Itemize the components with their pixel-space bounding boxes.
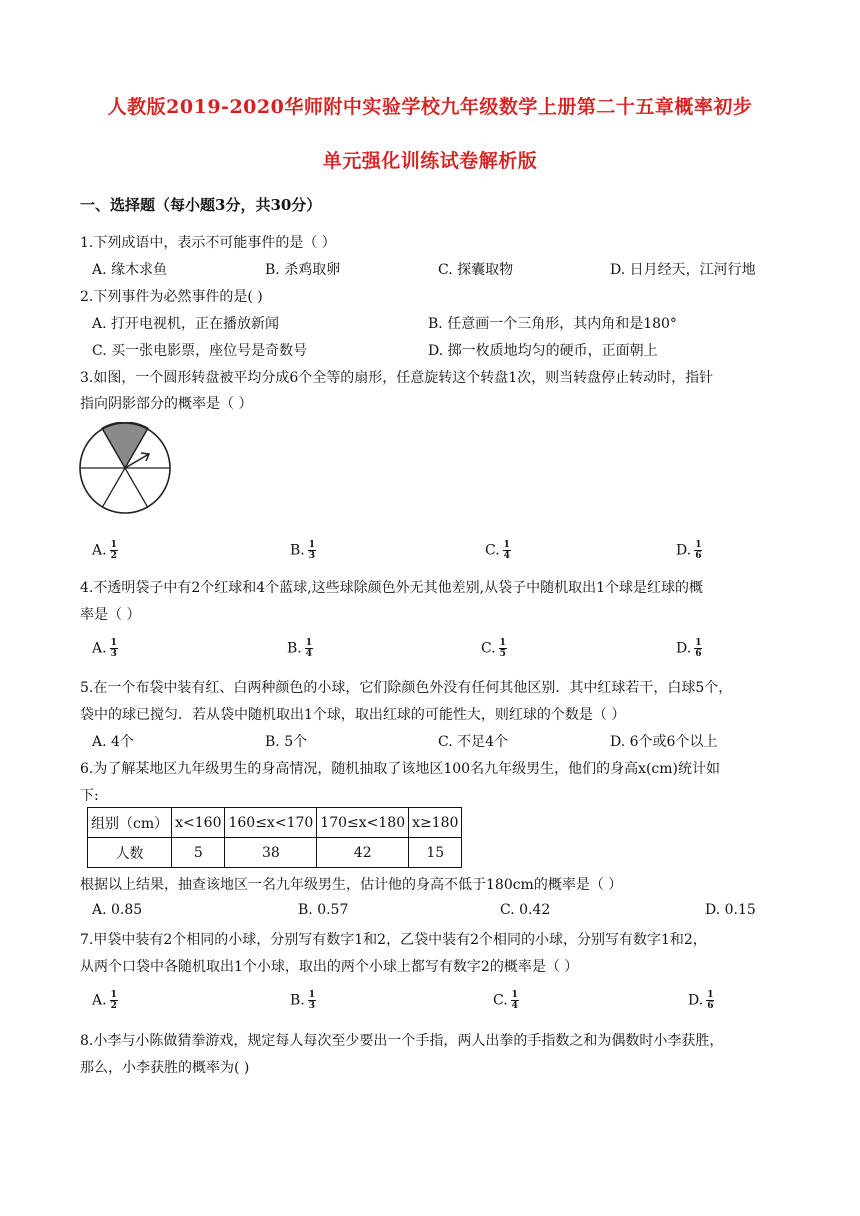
question-2-option-c: C. 买一张电影票，座位号是奇数号: [92, 343, 308, 359]
table-row: [88, 838, 462, 868]
question-5-stem-line-2: 袋中的球已搅匀．若从袋中随机取出1个球，取出红球的可能性大，则红球的个数是（ ）: [80, 707, 626, 723]
question-6-stem-line-2: 下:: [80, 788, 99, 804]
table-cell: 人数: [88, 838, 172, 868]
question-3-stem-line-1: 3.如图，一个圆形转盘被平均分成6个全等的扇形，任意旋转这个转盘1次，则当转盘停止转动时，指针: [80, 370, 714, 386]
question-7-stem-line-1: 7.甲袋中装有2个相同的小球，分别写有数字1和2，乙袋中装有2个相同的小球，分别写有数字1和2，: [80, 932, 707, 948]
question-2-option-b: B. 任意画一个三角形，其内角和是180°: [428, 316, 677, 332]
question-5-option-a: A. 4个: [92, 734, 134, 750]
table-cell: 160≤x<170: [225, 808, 317, 838]
question-6-question: 根据以上结果，抽查该地区一名九年级男生，估计他的身高不低于180cm的概率是（ ）: [80, 877, 623, 893]
question-3-option-a: A. $\frac{1}{2}$: [92, 540, 117, 561]
table-header-row: [88, 808, 462, 838]
question-4-stem-line-2: 率是（ ）: [80, 607, 141, 623]
shaded-sector: [102, 422, 148, 468]
question-2-option-d: D. 掷一枚质地均匀的硬币，正面朝上: [428, 343, 658, 359]
question-1-option-a: A. 缘木求鱼: [92, 262, 168, 278]
question-2-stem: 2.下列事件为必然事件的是( ): [80, 289, 263, 305]
question-1-option-c: C. 探囊取物: [438, 262, 514, 278]
question-6-option-c: C. 0.42: [500, 902, 551, 918]
question-4-option-a: A. $\frac{1}{3}$: [92, 638, 117, 659]
question-7-option-c: C. $\frac{1}{4}$: [493, 990, 518, 1011]
table-cell: 42: [317, 838, 409, 868]
table-cell: 170≤x<180: [317, 808, 409, 838]
question-7-option-a: A. $\frac{1}{2}$: [92, 990, 117, 1011]
question-6-option-b: B. 0.57: [298, 902, 349, 918]
question-5-stem-line-1: 5.在一个布袋中装有红、白两种颜色的小球，它们除颜色外没有任何其他区别．其中红球若干，白球5个，: [80, 680, 733, 696]
question-3-option-d: D. $\frac{1}{6}$: [676, 540, 702, 561]
question-6-stem-line-1: 6.为了解某地区九年级男生的身高情况，随机抽取了该地区100名九年级男生，他们的身高x(cm)统计如: [80, 761, 721, 777]
question-1-stem: 1.下列成语中，表示不可能事件的是（ ）: [80, 235, 336, 251]
document-title-line-2: 单元强化训练试卷解析版: [322, 150, 538, 172]
question-7-option-d: D. $\frac{1}{6}$: [688, 990, 714, 1011]
table-cell: 38: [225, 838, 317, 868]
question-6-option-a: A. 0.85: [92, 902, 143, 918]
question-5-option-d: D. 6个或6个以上: [610, 734, 718, 750]
question-8-stem-line-1: 8.小李与小陈做猜拳游戏，规定每人每次至少要出一个手指，两人出拳的手指数之和为偶数时小李获胜，: [80, 1033, 724, 1049]
table-cell: 15: [409, 838, 462, 868]
question-3-stem-line-2: 指向阴影部分的概率是（ ）: [80, 396, 253, 412]
question-3-option-b: B. $\frac{1}{3}$: [290, 540, 316, 561]
table-cell: x≥180: [409, 808, 462, 838]
table-cell: 5: [172, 838, 225, 868]
question-8-stem-line-2: 那么，小李获胜的概率为( ): [80, 1060, 250, 1076]
height-distribution-table: [87, 807, 462, 868]
question-1-option-b: B. 杀鸡取卵: [265, 262, 341, 278]
question-3-option-c: C. $\frac{1}{4}$: [485, 540, 510, 561]
question-4-stem-line-1: 4.不透明袋子中有2个红球和4个蓝球,这些球除颜色外无其他差别,从袋子中随机取出1个球是红球的概: [80, 580, 703, 596]
question-7-option-b: B. $\frac{1}{3}$: [290, 990, 316, 1011]
question-2-option-a: A. 打开电视机，正在播放新闻: [92, 316, 280, 332]
question-5-option-c: C. 不足4个: [438, 734, 509, 750]
question-6-option-d: D. 0.15: [705, 902, 756, 918]
question-4-option-c: C. $\frac{1}{5}$: [481, 638, 506, 659]
question-5-option-b: B. 5个: [265, 734, 308, 750]
spinner-figure: [79, 422, 171, 514]
question-1-option-d: D. 日月经天，江河行地: [610, 262, 756, 278]
question-7-stem-line-2: 从两个口袋中各随机取出1个小球，取出的两个小球上都写有数字2的概率是（ ）: [80, 959, 579, 975]
document-title-line-1: 人教版2019-2020华师附中实验学校九年级数学上册第二十五章概率初步: [107, 96, 753, 118]
section-heading: 一、选择题（每小题3分，共30分）: [80, 196, 322, 214]
question-4-option-b: B. $\frac{1}{4}$: [287, 638, 313, 659]
table-cell: x<160: [172, 808, 225, 838]
table-cell: 组别（cm）: [88, 808, 172, 838]
question-4-option-d: D. $\frac{1}{6}$: [676, 638, 702, 659]
